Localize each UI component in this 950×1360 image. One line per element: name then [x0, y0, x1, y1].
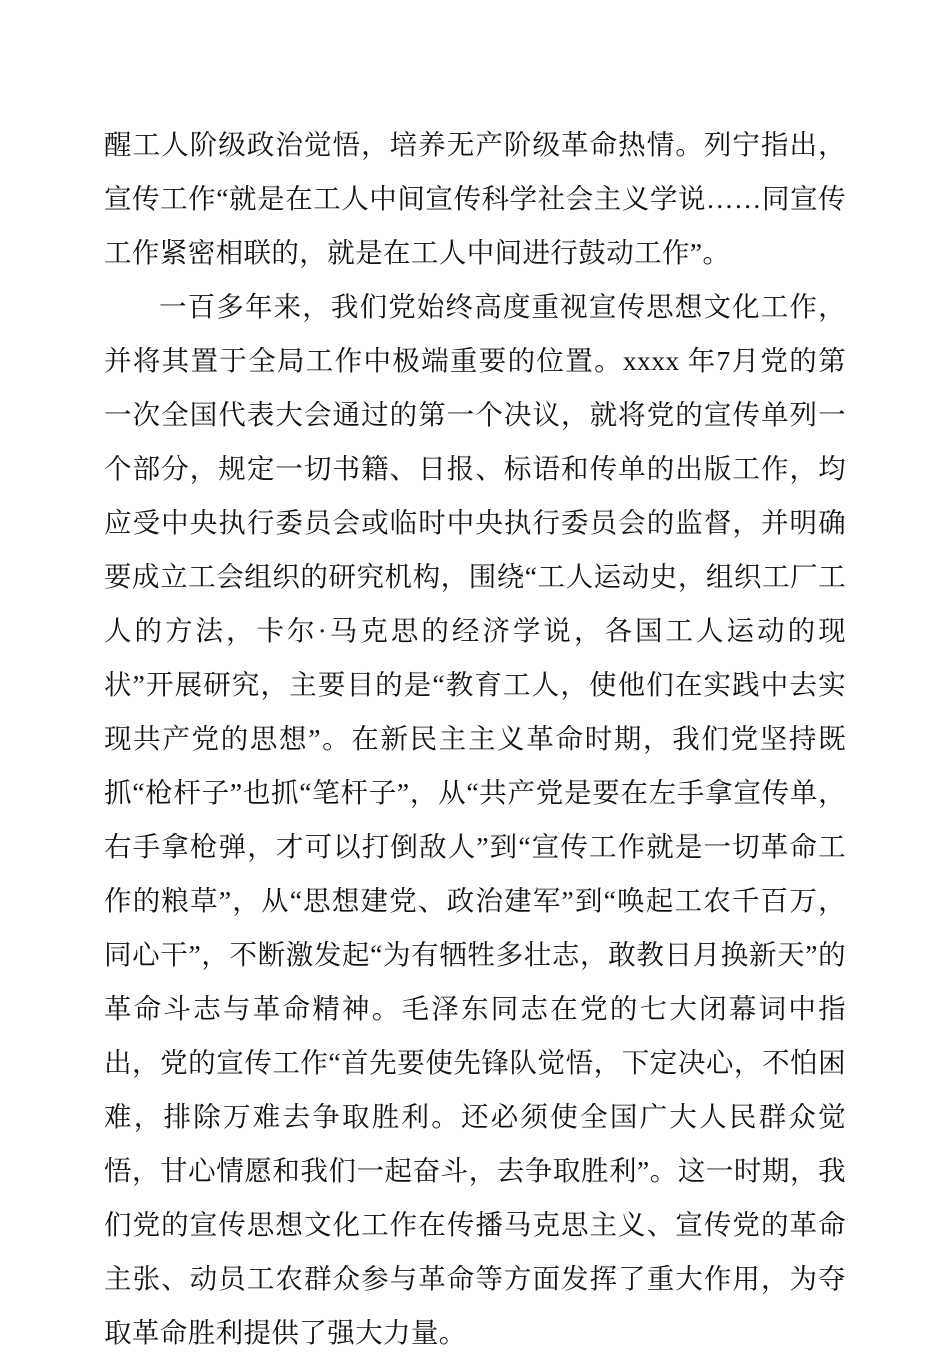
document-body: [104, 118, 846, 1360]
paragraph-history: 一百多年来，我们党始终高度重视宣传思想文化工作，并将其置于全局工作中极端重要的位置。xxxx 年7月党的第一次全国代表大会通过的第一个决议，就将党的宣传单列一个部分，规定一切书籍、日报、标语和传单的出版工作，均应受中央执行委员会或临时中央执行委员会的监督，并明确要成立工会组织的研究机构，围绕“工人运动史，组织工厂工人的方法，卡尔·马克思的经济学说，各国工人运动的现状”开展研究，主要目的是“教育工人，使他们在实践中去实现共产党的思想”。在新民主主义革命时期，我们党坚持既抓“枪杆子”也抓“笔杆子”，从“共产党是要在左手拿宣传单，右手拿枪弹，才可以打倒敌人”到“宣传工作就是一切革命工作的粮草”，从“思想建党、政治建军”到“唤起工农千百万，同心干”，不断激发起“为有牺牲多壮志，敢教日月换新天”的革命斗志与革命精神。毛泽东同志在党的七大闭幕词中指出，党的宣传工作“首先要使先锋队觉悟，下定决心，不怕困难，排除万难去争取胜利。还必须使全国广大人民群众觉悟，甘心情愿和我们一起奋斗，去争取胜利”。这一时期，我们党的宣传思想文化工作在传播马克思主义、宣传党的革命主张、动员工农群众参与革命等方面发挥了重大作用，为夺取革命胜利提供了强大力量。: [104, 291, 846, 1348]
paragraph-continued: 醒工人阶级政治觉悟，培养无产阶级革命热情。列宁指出，宣传工作“就是在工人中间宣传科学社会主义学说……同宣传工作紧密相联的，就是在工人中间进行鼓动工作”。: [104, 129, 846, 268]
